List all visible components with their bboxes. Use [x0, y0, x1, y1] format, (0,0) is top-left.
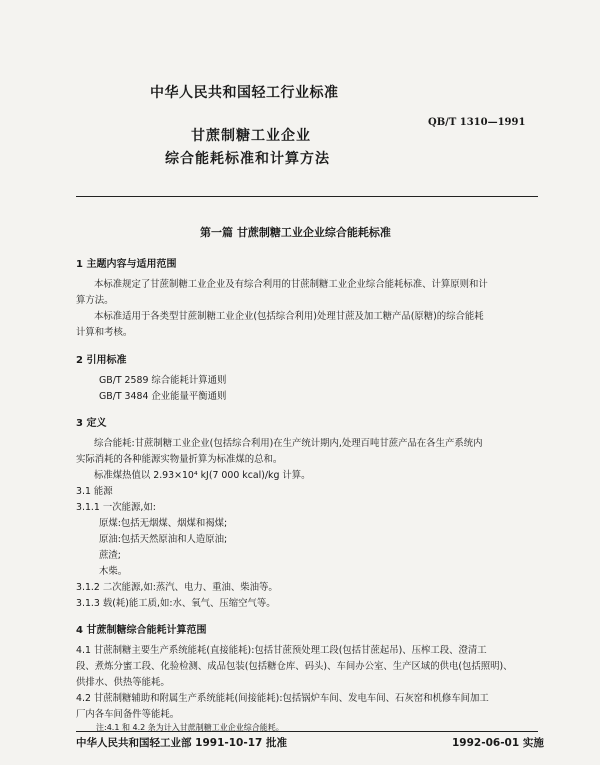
clause-3-1-2: 3.1.2 二次能源,如:蒸汽、电力、重油、柴油等。 [76, 582, 278, 593]
note: 注:4.1 和 4.2 条为计入甘蔗制糖工业企业综合能耗。 [96, 723, 284, 732]
section-1-line: 本标准适用于各类型甘蔗制糖工业企业(包括综合利用)处理甘蔗及加工糖产品(原糖)的综合能耗 [94, 311, 484, 322]
reference-item: GB/T 3484 企业能量平衡通则 [99, 391, 227, 402]
primary-energy-item: 蔗渣; [99, 550, 121, 561]
reference-item: GB/T 2589 综合能耗计算通则 [99, 375, 227, 386]
section-1-heading: 1 主题内容与适用范围 [76, 259, 177, 270]
primary-energy-item: 木柴。 [99, 566, 128, 577]
section-4-heading: 4 甘蔗制糖综合能耗计算范围 [76, 625, 207, 636]
part-title: 第一篇 甘蔗制糖工业企业综合能耗标准 [200, 226, 391, 239]
implementation-date: 1992-06-01 实施 [452, 737, 544, 749]
footer-divider [76, 731, 538, 732]
clause-3-1: 3.1 能源 [76, 486, 113, 497]
section-3-heading: 3 定义 [76, 418, 107, 429]
clause-4-1-line: 段、煮炼分蜜工段、化验检测、成品包装(包括糖仓库、码头)、车间办公室、生产区域的供电(包括照明)、 [76, 661, 513, 672]
definition-line: 综合能耗:甘蔗制糖工业企业(包括综合利用)在生产统计期内,处理百吨甘蔗产品在各生产系统内 [94, 438, 483, 449]
clause-4-1-line: 供排水、供热等能耗。 [76, 677, 170, 688]
definition-line: 标准煤热值以 2.93×10⁴ kJ(7 000 kcal)/kg 计算。 [94, 470, 311, 481]
section-1-line: 计算和考核。 [76, 327, 133, 338]
section-1-line: 本标准规定了甘蔗制糖工业企业及有综合利用的甘蔗制糖工业企业综合能耗标准、计算原则和计 [94, 279, 488, 290]
clause-4-1-line: 4.1 甘蔗制糖主要生产系统能耗(直接能耗):包括甘蔗预处理工段(包括甘蔗起吊)、压榨工段、澄清工 [76, 645, 487, 656]
primary-energy-item: 原油:包括天然原油和人造原油; [99, 534, 228, 545]
section-1-line: 算方法。 [76, 295, 114, 306]
standard-code: QB/T 1310—1991 [428, 117, 526, 128]
section-2-heading: 2 引用标准 [76, 355, 127, 366]
clause-4-2-line: 4.2 甘蔗制糖辅助和附属生产系统能耗(间接能耗):包括锅炉车间、发电车间、石灰窑和机修车间加工 [76, 693, 489, 704]
approval-line: 中华人民共和国轻工业部 1991-10-17 批准 [76, 737, 287, 749]
clause-4-2-line: 厂内各车间备件等能耗。 [76, 709, 180, 720]
issuing-body: 中华人民共和国轻工行业标准 [150, 85, 339, 101]
title-line-1: 甘蔗制糖工业企业 [191, 128, 311, 144]
definition-line: 实际消耗的各种能源实物量折算为标准煤的总和。 [76, 454, 283, 465]
clause-3-1-3: 3.1.3 载(耗)能工质,如:水、氧气、压缩空气等。 [76, 598, 276, 609]
clause-3-1-1: 3.1.1 一次能源,如: [76, 502, 156, 513]
primary-energy-item: 原煤:包括无烟煤、烟煤和褐煤; [99, 518, 228, 529]
header-divider [76, 196, 538, 197]
title-line-2: 综合能耗标准和计算方法 [165, 151, 330, 167]
